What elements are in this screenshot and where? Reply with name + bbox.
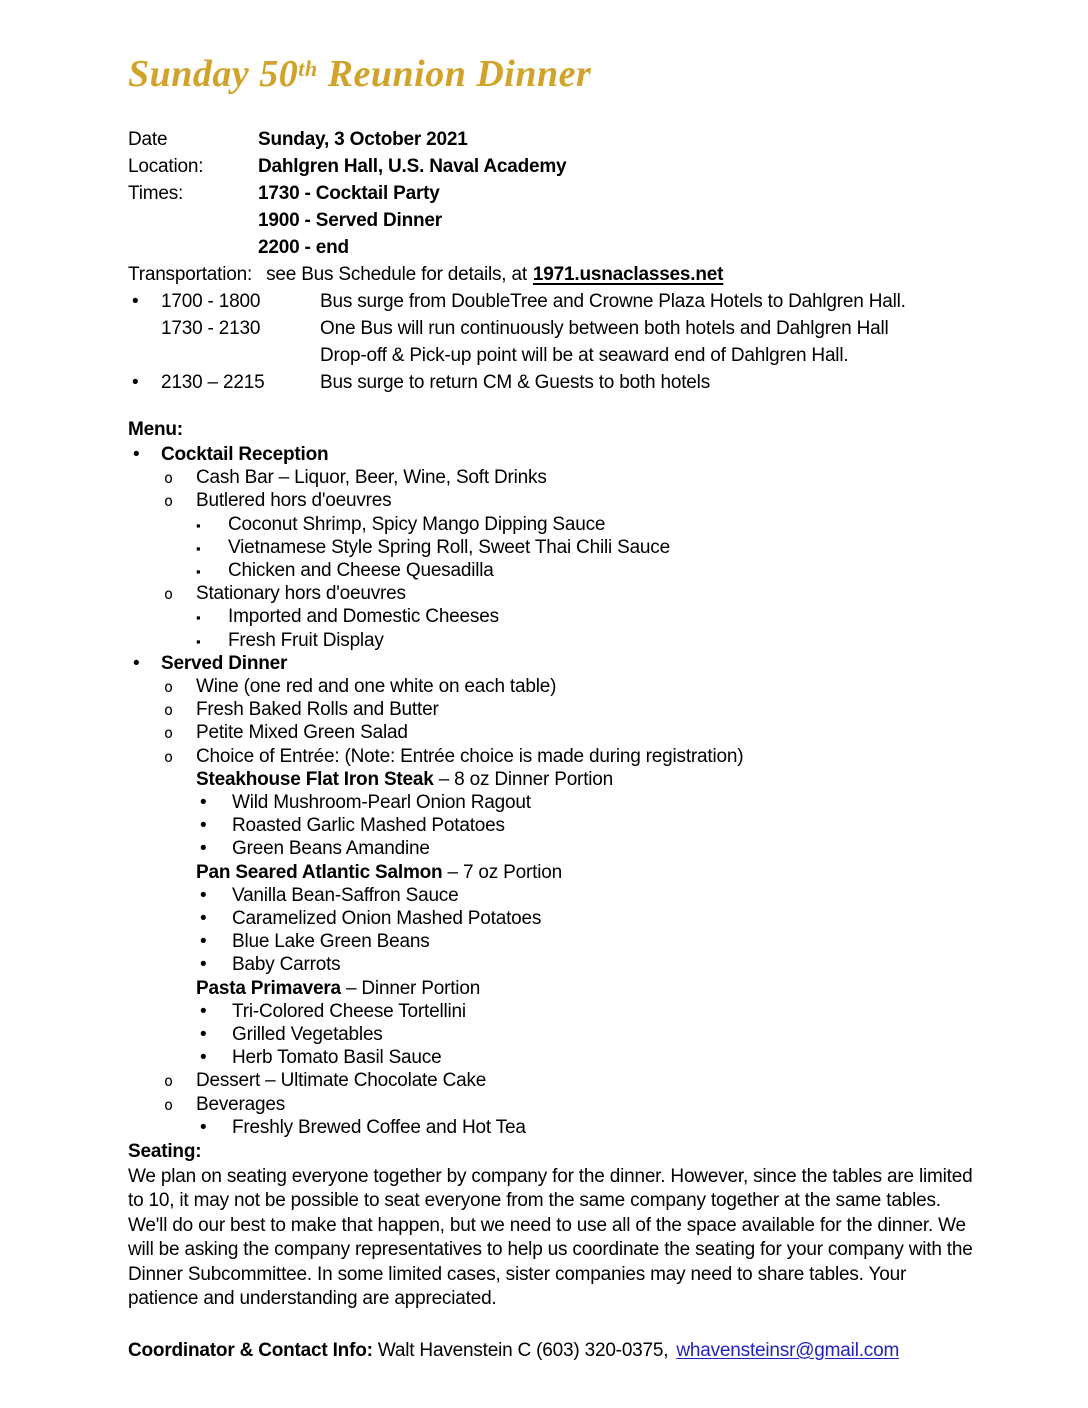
bullet-icon: • — [200, 1116, 207, 1138]
detail-label — [128, 234, 258, 261]
coordinator-row — [128, 1337, 978, 1364]
page-title-prefix: Sunday 50 — [128, 53, 299, 95]
detail-row — [128, 153, 978, 180]
detail-value: Dahlgren Hall, U.S. Naval Academy — [258, 156, 567, 177]
menu-item-bold-text: Cocktail Reception — [161, 444, 329, 465]
menu-heading: Menu: — [128, 419, 183, 440]
menu-item-text: – 8 oz Dinner Portion — [433, 768, 614, 790]
menu-item — [128, 907, 978, 930]
menu-item-text: Fresh Baked Rolls and Butter — [196, 699, 439, 721]
menu-item — [128, 791, 978, 814]
coordinator-label: Coordinator & Contact Info: — [128, 1339, 373, 1361]
menu-item — [128, 1093, 978, 1116]
bullet-icon: • — [200, 1047, 207, 1069]
menu-item-bold-text: Pasta Primavera — [196, 977, 341, 999]
menu-item-text: Dessert – Ultimate Chocolate Cake — [196, 1070, 487, 1092]
menu-item-text: Roasted Garlic Mashed Potatoes — [232, 815, 505, 837]
menu-item — [128, 1069, 978, 1092]
bullet-icon: • — [200, 1000, 207, 1022]
bullet-icon: • — [200, 954, 207, 976]
bullet-icon: • — [200, 931, 207, 953]
menu-item-text: Choice of Entrée: (Note: Entrée choice is made during registration) — [196, 745, 744, 767]
menu-item-text: Cash Bar – Liquor, Beer, Wine, Soft Drinks — [196, 467, 547, 489]
menu-item-text: Chicken and Cheese Quesadilla — [228, 560, 494, 582]
menu-item-bold-text: Pan Seared Atlantic Salmon — [196, 861, 443, 883]
menu-item — [128, 953, 978, 976]
bullet-icon: o — [164, 492, 173, 511]
bullet-icon: o — [164, 1072, 173, 1091]
bus-description: Bus surge from DoubleTree and Crowne Plaza Hotels to Dahlgren Hall. — [320, 291, 906, 312]
menu-item-text: Freshly Brewed Coffee and Hot Tea — [232, 1116, 526, 1138]
menu-item — [128, 443, 978, 466]
menu-item-text: Stationary hors d'oeuvres — [196, 583, 406, 605]
menu-item — [128, 768, 978, 791]
detail-value: 1900 - Served Dinner — [258, 210, 442, 231]
detail-label: Times: — [128, 183, 184, 204]
page-title — [128, 52, 978, 96]
bus-time: 1730 - 2130 — [161, 318, 261, 339]
detail-row — [128, 207, 978, 234]
bullet-icon: • — [200, 815, 207, 837]
detail-label — [128, 207, 258, 234]
menu-item-bold-text: Served Dinner — [161, 652, 288, 674]
menu-item — [128, 745, 978, 768]
menu-item — [128, 1046, 978, 1069]
menu-item-text: Vanilla Bean-Saffron Sauce — [232, 884, 459, 906]
bullet-icon: o — [164, 469, 173, 488]
bus-row — [128, 342, 978, 369]
menu-item — [128, 721, 978, 744]
menu-item-text: Green Beans Amandine — [232, 838, 430, 860]
bullet-icon: o — [164, 678, 173, 697]
bullet-icon: ▪ — [196, 633, 201, 649]
menu-item-text: Vietnamese Style Spring Roll, Sweet Thai Chili Sauce — [228, 536, 670, 558]
section-spacer — [128, 396, 978, 416]
menu-item — [128, 698, 978, 721]
bus-row — [128, 315, 978, 342]
menu-item — [128, 559, 978, 582]
bullet-icon: • — [200, 1024, 207, 1046]
bus-schedule-link[interactable]: 1971.usnaclasses.net — [532, 264, 724, 285]
bus-description: Bus surge to return CM & Guests to both hotels — [320, 372, 710, 393]
detail-label: Location: — [128, 156, 204, 177]
detail-row — [128, 126, 978, 153]
bullet-icon: o — [164, 585, 173, 604]
menu-item — [128, 814, 978, 837]
detail-value: Sunday, 3 October 2021 — [258, 129, 468, 150]
menu-item — [128, 489, 978, 512]
coordinator-email-link[interactable]: whavensteinsr@gmail.com — [676, 1339, 900, 1361]
bullet-icon: o — [164, 724, 173, 743]
bus-description: One Bus will run continuously between both hotels and Dahlgren Hall — [320, 318, 889, 339]
menu-item-text: – 7 oz Portion — [442, 861, 562, 883]
menu-item — [128, 652, 978, 675]
menu-item — [128, 837, 978, 860]
detail-value: 1730 - Cocktail Party — [258, 183, 440, 204]
menu-item-text: Grilled Vegetables — [232, 1024, 383, 1046]
menu-item-text: Butlered hors d'oeuvres — [196, 490, 392, 512]
menu-item-text: – Dinner Portion — [340, 977, 481, 999]
bus-row — [128, 288, 978, 315]
menu-item — [128, 930, 978, 953]
seating-paragraph: We plan on seating everyone together by company for the dinner. However, since the tables are limited to 10, it may not be possible to seat everyone from the same company together at the same tables. We'll do our best to make that happen, but we need to use all of the space available for the dinner. We will be asking the company representatives to help us coordinate the seating for your company with the Dinner Subcommittee. In some limited cases, sister companies may need to share tables. Your patience and understanding are appreciated. — [128, 1165, 973, 1310]
detail-row — [128, 180, 978, 207]
menu-item-text: Blue Lake Green Beans — [232, 931, 430, 953]
menu-item — [128, 466, 978, 489]
bullet-icon: • — [133, 444, 140, 465]
bullet-icon: o — [164, 1095, 173, 1114]
bullet-icon: ▪ — [196, 540, 201, 556]
menu-item — [128, 536, 978, 559]
menu-list — [128, 443, 978, 1139]
menu-item-text: Petite Mixed Green Salad — [196, 722, 408, 744]
event-details — [128, 126, 978, 261]
menu-item-bold-text: Steakhouse Flat Iron Steak — [196, 768, 434, 790]
menu-item — [128, 977, 978, 1000]
menu-item — [128, 513, 978, 536]
menu-item — [128, 884, 978, 907]
menu-item-text: Baby Carrots — [232, 954, 341, 976]
menu-item-text: Herb Tomato Basil Sauce — [232, 1047, 442, 1069]
detail-row — [128, 234, 978, 261]
bullet-icon: • — [200, 838, 207, 860]
bus-time: 1700 - 1800 — [161, 291, 261, 312]
bullet-icon: • — [132, 372, 139, 393]
menu-item — [128, 629, 978, 652]
menu-item-text: Coconut Shrimp, Spicy Mango Dipping Sauce — [228, 513, 606, 535]
bullet-icon: o — [164, 747, 173, 766]
bus-schedule-list — [128, 288, 978, 396]
bus-description: Drop-off & Pick-up point will be at seaward end of Dahlgren Hall. — [320, 345, 849, 366]
menu-item — [128, 582, 978, 605]
menu-item-text: Wine (one red and one white on each table) — [196, 676, 557, 698]
menu-item — [128, 1023, 978, 1046]
menu-item-text: Imported and Domestic Cheeses — [228, 606, 499, 628]
menu-item — [128, 675, 978, 698]
coordinator-text: Walt Havenstein C (603) 320-0375, — [377, 1339, 669, 1361]
bullet-icon: o — [164, 701, 173, 720]
bus-row — [128, 369, 978, 396]
menu-item — [128, 605, 978, 628]
bullet-icon: • — [200, 884, 207, 906]
transportation-row — [128, 261, 978, 288]
bullet-icon: • — [132, 291, 139, 312]
bus-time: 2130 – 2215 — [161, 372, 265, 393]
detail-label: Date — [128, 129, 168, 150]
bullet-icon: ▪ — [196, 517, 201, 533]
bullet-icon: • — [200, 792, 207, 814]
bullet-icon: • — [200, 908, 207, 930]
seating-heading: Seating: — [128, 1141, 202, 1163]
menu-item-text: Beverages — [196, 1093, 286, 1115]
page-title-superscript: th — [298, 56, 318, 82]
menu-item-text: Tri-Colored Cheese Tortellini — [232, 1000, 466, 1022]
transportation-text: see Bus Schedule for details, at — [266, 264, 527, 285]
bullet-icon: • — [133, 652, 140, 674]
menu-item — [128, 1000, 978, 1023]
detail-value: 2200 - end — [258, 237, 349, 258]
transportation-label: Transportation: — [128, 264, 253, 285]
page-title-suffix: Reunion Dinner — [317, 53, 592, 95]
menu-item — [128, 861, 978, 884]
menu-item-text: Caramelized Onion Mashed Potatoes — [232, 908, 542, 930]
menu-item — [128, 1116, 978, 1139]
menu-item-text: Wild Mushroom-Pearl Onion Ragout — [232, 792, 531, 814]
bullet-icon: ▪ — [196, 564, 201, 580]
menu-item-text: Fresh Fruit Display — [228, 629, 384, 651]
bullet-icon: ▪ — [196, 610, 201, 626]
